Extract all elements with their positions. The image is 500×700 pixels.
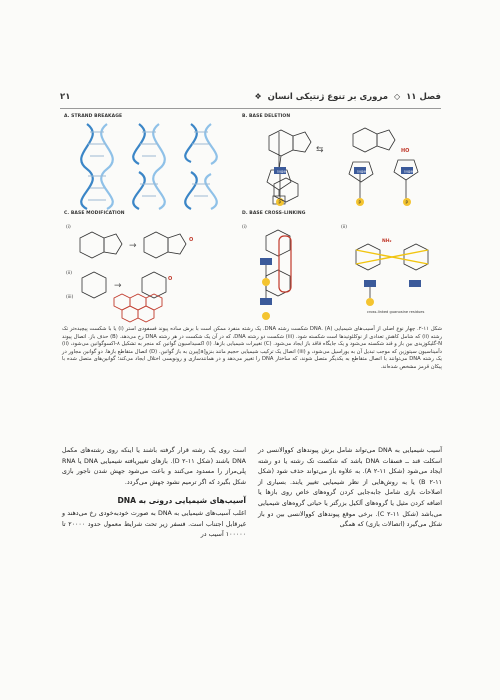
sugar-label-3: sugar	[404, 169, 414, 174]
helix-iii	[185, 124, 217, 209]
panel-c-label: C. BASE MODIFICATION	[64, 211, 125, 216]
paragraph-left-2: اغلب آسیب‌های شیمیایی به DNA به صورت خودبه‌خودی رخ می‌دهند و غیرقابل اجتناب است. فسفر زیر تحت شرایط معمول حدود ۲۰۰۰۰ تا ۱۰۰۰۰۰ آسیب در	[62, 509, 247, 539]
phosphate-label-2: P	[358, 200, 361, 205]
svg-text:O: O	[168, 276, 173, 282]
paragraph-left: است روی یک رشته قرار گرفته باشند یا اینکه روی رشته‌های مکمل DNA باشند (شکل ۱۱-۲ D). بازهای تغییریافته شیمیایی DNA یا RNA پلی‌مراز را مسدود می‌کنند و باعث می‌شود جهش شدن ناجور بازی شکل بگیرد که اگر ترمیم نشود جهش می‌گردد.	[62, 447, 246, 486]
sugar-label-2: sugar	[357, 169, 367, 174]
figure-caption: شکل ۱۱-۲. چهار نوع اصلی از آسیب‌های شیمیایی DNA. (A) شکست رشته DNA. یک رشته منفرد ممکن است با برش ساده پیوند فسفودی استر (i) یا با شکست پیچیده‌تر تک رشته (ii) که شامل کاهش تعدادی از نوکلئوتیدها است شکسته شود. (iii) شکست دو رشته DNA، که در آن یک شکست در هر رشته DNA رخ می‌دهد. (B) حذف باز. اتصال پیوند N-گلیکوزیدی بین باز و قند شکسته می‌شود و یک جایگاه فاقد باز ایجاد می‌شود. (C) تغییرات شیمیایی بازها. (i) اکسیداسیون گوانین که منجر به تشکیل ۸-اکسوگوانین می‌شود، (ii) دآمیناسیون سیتوزین که موجب تبدیل آن به یوراسیل می‌شود، و (iii) اتصال یک ترکیب شیمیایی حجیم مانند بنزو[a]پیرن به باز گوانین. (D) اتصال متقاطع بازها. دو گوانین مجاور در یک رشته DNA می‌توانند با اتصال متقاطع به یکدیگر متصل شوند، که ساختار DNA را تغییر می‌دهد و در همانندسازی و رونویسی اختلال ایجاد می‌کند؛ گوانین‌های متصل شده با پیکان قرمز مشخص شده‌اند.	[62, 326, 442, 370]
svg-text:⇆: ⇆	[316, 145, 324, 155]
panel-d-label: D. BASE CROSS-LINKING	[242, 211, 306, 216]
svg-text:NH₂: NH₂	[382, 239, 392, 244]
page-number: ۲۱	[60, 92, 71, 102]
base-deletion-abasic	[394, 160, 418, 204]
page-header	[60, 92, 441, 106]
sugar-label-1: sugar	[277, 169, 287, 174]
svg-text:→: →	[129, 241, 137, 251]
header-rule	[60, 108, 441, 109]
cross-i-label: (i)	[242, 225, 247, 230]
mod-ii-label: (ii)	[66, 271, 73, 276]
svg-text:→: →	[114, 281, 122, 291]
panel-b-label: B. BASE DELETION	[242, 114, 291, 119]
fleuron-icon: ❖	[254, 92, 262, 101]
chapter-label: فصل ۱۱	[406, 92, 441, 102]
helix-ii	[133, 124, 165, 209]
base-deletion-pyrimidine	[274, 178, 298, 202]
figure-drawing	[64, 112, 440, 324]
svg-text:HO: HO	[401, 148, 410, 154]
body-left-column	[62, 446, 246, 541]
benzopyrene-adduct	[114, 294, 162, 322]
paragraph-right: آسیب شیمیایی به DNA می‌تواند شامل برش پیوندهای کووالانسی در اسکلت قند ــ فسفات DNA باشد که شکست تک رشته یا دو رشته ایجاد می‌شود (شکل ۱۱-۲ A). به علاوه باز می‌تواند حذف شود (شکل ۱۱-۲ B) یا به روش‌هایی از نظر شیمیایی تغییر یابند. بسیاری از اصلاحات بازی شامل جابه‌جایی کردن گروه‌های خاص روی بازها یا اضافه کردن مثیل یا گروه‌های آلکیل بزرگتر یا حیاتی گروه‌های شیمیایی می‌باشد (شکل ۱۱-۲ C). برخی موقع پیوندهای کووالانسی بین دو باز شکل می‌گیرد (اتصالات بازی) که همگی	[258, 447, 442, 529]
figure-11-2	[64, 112, 440, 324]
body-right-column	[258, 446, 442, 531]
mod-iii-label: (iii)	[66, 295, 74, 300]
chapter-title: مروری بر تنوع ژنتیکی انسان	[267, 92, 389, 102]
crosslink-note: cross-linked guanosine residues	[367, 310, 425, 314]
phosphate-label-3: P	[405, 200, 408, 205]
diamond-ornament-icon: ◇	[393, 92, 401, 101]
panel-a-label: A. STRAND BREAKAGE	[64, 114, 123, 119]
crosslink-right	[356, 244, 428, 270]
svg-text:O: O	[189, 237, 194, 243]
mod-i-label: (i)	[66, 225, 71, 230]
section-subheading: آسیب‌های شیمیایی درونی به DNA	[117, 496, 246, 506]
running-title	[251, 92, 441, 102]
cross-ii-label: (ii)	[341, 225, 348, 230]
phosphate-label-1: P	[278, 200, 281, 205]
helix-i	[81, 124, 113, 209]
